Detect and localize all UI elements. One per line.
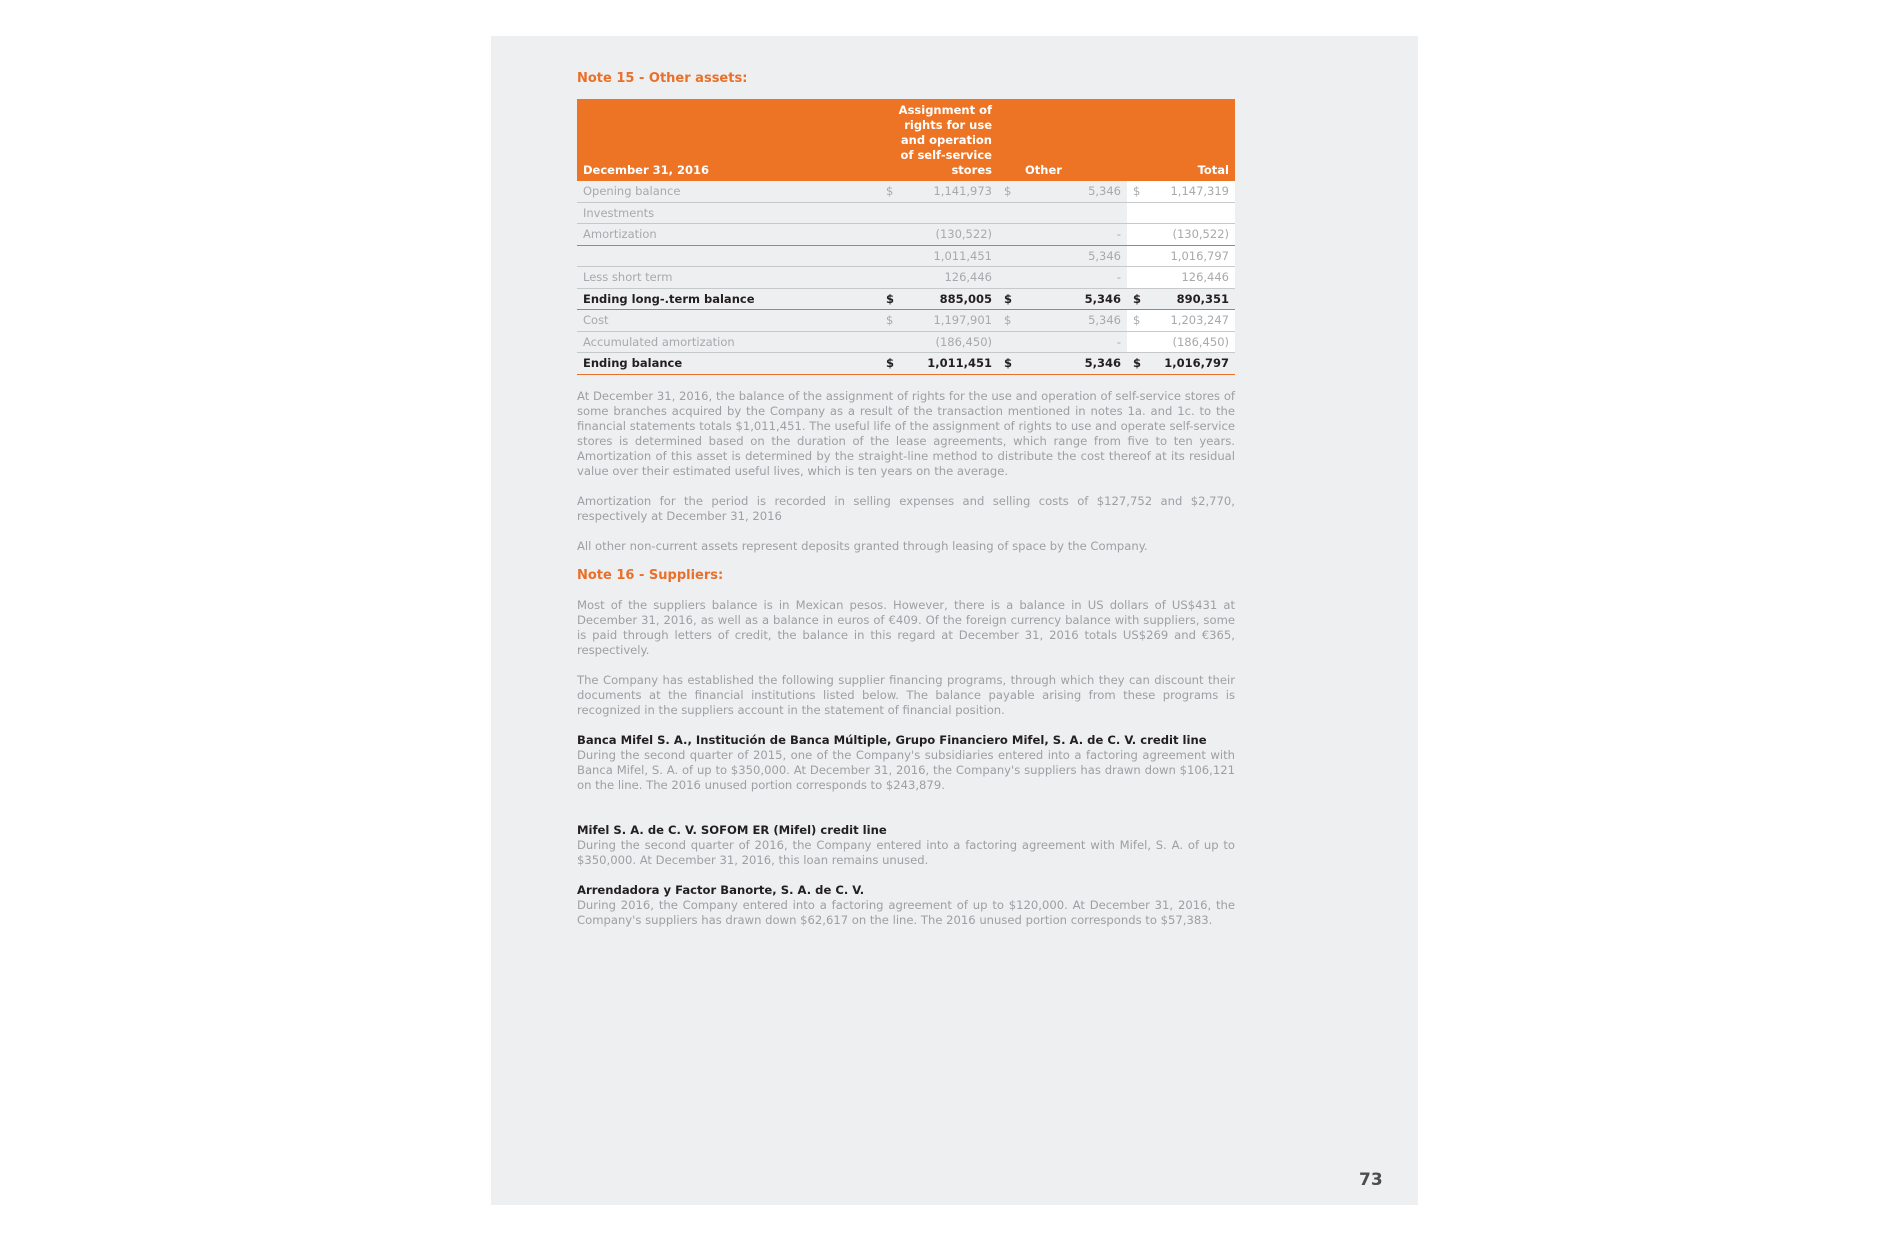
sofom-heading: Mifel S. A. de C. V. SOFOM ER (Mifel) credit line <box>577 822 887 837</box>
note15-paragraph-3: All other non-current assets represent deposits granted through leasing of space by the Company. <box>577 538 1148 553</box>
note16-title: Note 16 - Suppliers: <box>577 567 724 583</box>
note15-title: Note 15 - Other assets: <box>577 71 748 86</box>
mifel-heading: Banca Mifel S. A., Institución de Banca Múltiple, Grupo Financiero Mifel, S. A. de C. V. credit line <box>577 732 1207 747</box>
header-date: December 31, 2016 <box>577 99 880 181</box>
table-row: Amortization (130,522) - (130,522) <box>577 224 1235 246</box>
table-header-row <box>577 99 1235 181</box>
table-row: Less short term 126,446 - 126,446 <box>577 267 1235 289</box>
table-row: Accumulated amortization (186,450) - (186,450) <box>577 331 1235 353</box>
table-row: Cost $ 1,197,901 $ 5,346 $ 1,203,247 <box>577 310 1235 332</box>
other-assets-table <box>577 99 1235 375</box>
table-row: Opening balance $ 1,141,973 $ 5,346 $ 1,147,319 <box>577 181 1235 202</box>
mifel-text: During the second quarter of 2015, one of the Company's subsidiaries entered into a factoring agreement with Banca Mifel, S. A. of up to $350,000. At December 31, 2016, the Company's suppliers has drawn down $106,121 on the line. The 2016 unused portion corresponds to $243,879. <box>577 747 1235 792</box>
banorte-heading: Arrendadora y Factor Banorte, S. A. de C. V. <box>577 882 865 897</box>
table-row-total: Ending long-.term balance $ 885,005 $ 5,346 $ 890,351 <box>577 288 1235 310</box>
document-page <box>491 36 1418 1205</box>
page-content <box>577 71 1235 928</box>
table-row: 1,011,451 5,346 1,016,797 <box>577 245 1235 267</box>
banorte-text: During 2016, the Company entered into a factoring agreement of up to $120,000. At December 31, 2016, the Company's suppliers has drawn down $62,617 on the line. The 2016 unused portion corresponds to $57,383. <box>577 897 1235 927</box>
header-other: Other <box>998 99 1127 181</box>
table-row: Investments <box>577 202 1235 224</box>
note16-paragraph-1: Most of the suppliers balance is in Mexican pesos. However, there is a balance in US dollars of US$431 at December 31, 2016, as well as a balance in euros of €409. Of the foreign currency balance with suppliers, some is paid through letters of credit, the balance in this regard at December 31, 2016 totals US$269 and €365, respectively. <box>577 597 1235 657</box>
table-row-total: Ending balance $ 1,011,451 $ 5,346 $ 1,016,797 <box>577 353 1235 375</box>
note16-paragraph-2: The Company has established the following supplier financing programs, through which they can discount their documents at the financial institutions listed below. The balance payable arising from these programs is recognized in the suppliers account in the statement of financial position. <box>577 672 1235 717</box>
note15-paragraph-1: At December 31, 2016, the balance of the assignment of rights for the use and operation of self-service stores of some branches acquired by the Company as a result of the transaction mentioned in notes 1a. and 1c. to the financial statements totals $1,011,451. The useful life of the assignment of rights to use and operate self-service stores is determined based on the duration of the lease agreements, which range from five to ten years. Amortization of this asset is determined by the straight-line method to distribute the cost thereof at its residual value over their estimated useful lives, which is ten years on the average. <box>577 388 1235 478</box>
page-number: 73 <box>1359 1170 1383 1190</box>
header-assignment: Assignment of rights for use and operation of self-service stores <box>880 99 998 181</box>
header-total: Total <box>1127 99 1235 181</box>
sofom-text: During the second quarter of 2016, the Company entered into a factoring agreement with Mifel, S. A. of up to $350,000. At December 31, 2016, this loan remains unused. <box>577 837 1235 867</box>
note15-paragraph-2: Amortization for the period is recorded in selling expenses and selling costs of $127,752 and $2,770, respectively at December 31, 2016 <box>577 493 1235 523</box>
